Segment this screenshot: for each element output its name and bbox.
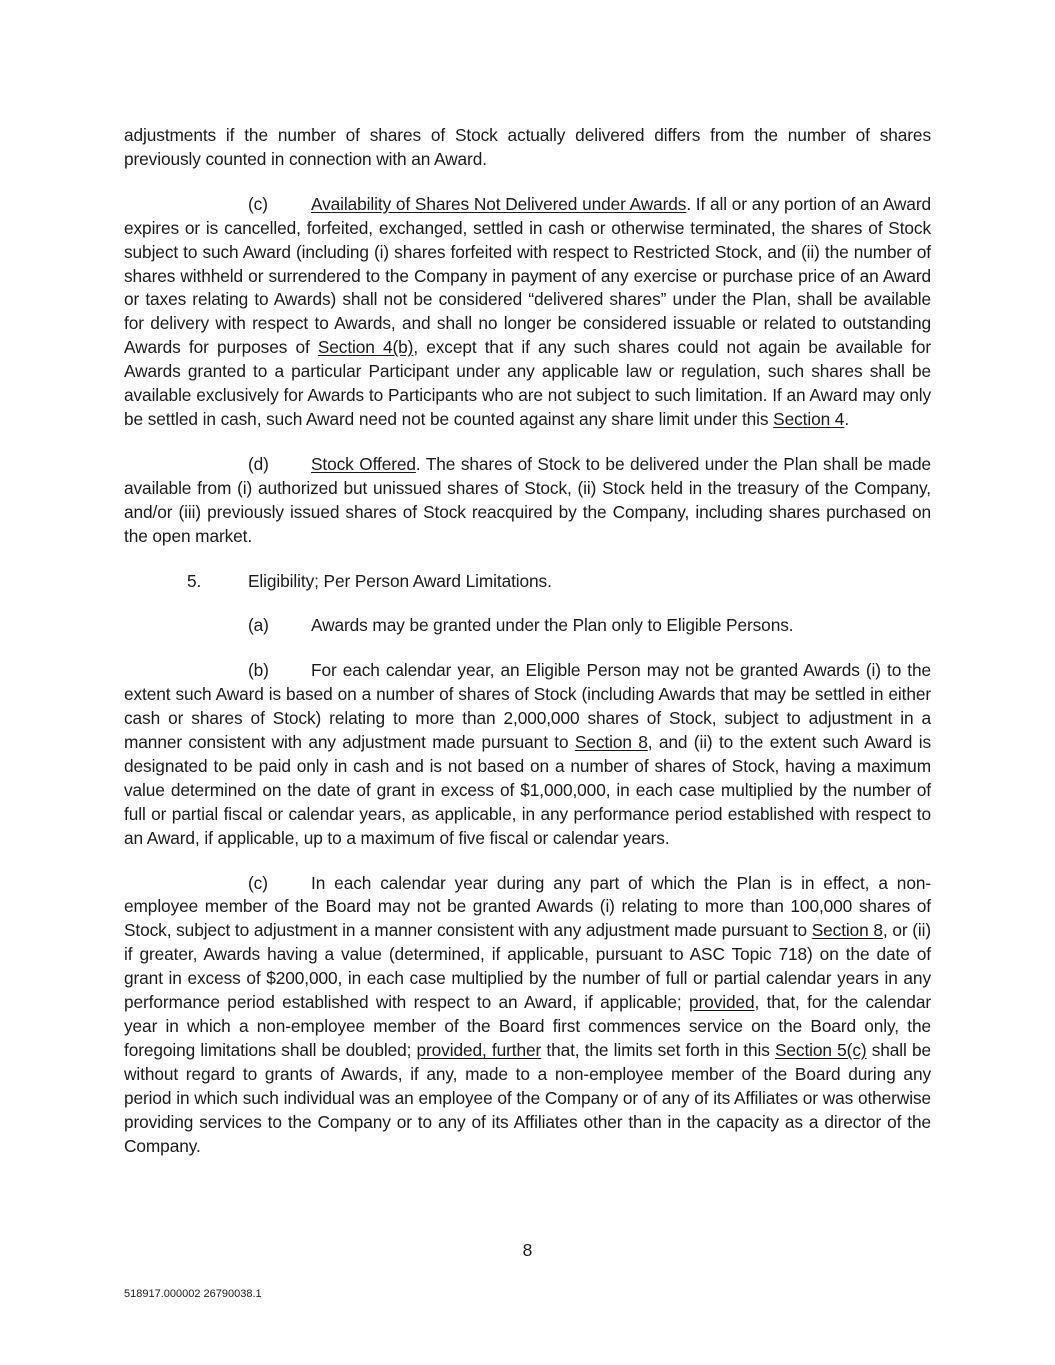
carryover-text: adjustments if the number of shares of Stock actually delivered differs from the number of shares previously counted in connection with an Award. <box>124 125 931 169</box>
section-4d-label: (d) <box>248 453 269 474</box>
provided-term: provided <box>689 992 755 1013</box>
section-5b-text-1: For each calendar year, an Eligible Person may not be granted Awards (i) to the extent such Award is based on a number of shares of Stock (including Awards that may be settled in either cash or shares of Stock) relating to more than 2,000,000 shares of Stock, subject to adjustment in a manner consistent with any adjustment made pursuant to <box>124 660 931 753</box>
section-4d-text: . The shares of Stock to be delivered under the Plan shall be made available from (i) authorized but unissued shares of Stock, (ii) Stock held in the treasury of the Company, and/or (iii) previously issued shares of Stock reacquired by the Company, including shares purchased on the open market. <box>124 453 931 546</box>
document-body <box>124 124 931 1158</box>
section-5a-text: Awards may be granted under the Plan only to Eligible Persons. <box>311 615 794 636</box>
section-5c-reference: Section 5(c) <box>775 1039 867 1060</box>
section-5c-text-3: , that, for the calendar year in which a non-employee member of the Board first commences service on the Board only, the foregoing limitations shall be doubled; <box>124 992 931 1060</box>
carryover-paragraph <box>124 124 931 172</box>
section-4c-text-2: , except that if any such shares could not again be available for Awards granted to a particular Participant under any applicable law or regulation, such shares shall be available exclusively for Awards to Participants who are not subject to such limitation. If an Award may only be settled in cash, such Award need not be counted against any share limit under this <box>124 337 931 429</box>
section-5a-paragraph <box>124 614 931 638</box>
section-4-reference: Section 4 <box>773 408 845 429</box>
section-4c-paragraph <box>124 193 931 432</box>
section-5a-label: (a) <box>248 615 269 636</box>
section-5-number: 5. <box>187 570 202 591</box>
page-number: 8 <box>522 1240 533 1260</box>
section-4c-text-3: . <box>844 408 850 429</box>
section-5c-text-2: , or (ii) if greater, Awards having a value (determined, if applicable, pursuant to ASC Topic 718) on the date of grant in excess of $200,000, in each case multiplied by the number of full or partial calendar years in any performance period established with respect to an Award, if applicable; <box>124 920 931 1013</box>
section-5c-text-1: In each calendar year during any part of which the Plan is in effect, a non-employee member of the Board may not be granted Awards (i) relating to more than 100,000 shares of Stock, subject to adjustment in a manner consistent with any adjustment made pursuant to <box>124 872 931 941</box>
section-4b-reference: Section 4(b) <box>317 337 414 358</box>
section-5-title: Eligibility; Per Person Award Limitations. <box>248 570 552 591</box>
section-5b-paragraph <box>124 659 931 850</box>
section-4c-text-1: . If all or any portion of an Award expires or is cancelled, forfeited, exchanged, settled in cash or otherwise terminated, the shares of Stock subject to such Award (including (i) shares forfeited with respect to Restricted Stock, and (ii) the number of shares withheld or surrendered to the Company in payment of any exercise or purchase price of an Award or taxes relating to Awards) shall not be considered “delivered shares” under the Plan, shall be available for delivery with respect to Awards, and shall no longer be considered issuable or related to outstanding Awards for purposes of <box>124 193 931 358</box>
document-id: 518917.000002 26790038.1 <box>124 1288 262 1300</box>
section-4c-label: (c) <box>248 193 268 214</box>
section-4d-title: Stock Offered <box>311 453 416 474</box>
section-5c-label: (c) <box>248 872 268 893</box>
section-5c-text-4: that, the limits set forth in this <box>541 1039 775 1060</box>
section-4c-title: Availability of Shares Not Delivered under Awards <box>311 193 687 214</box>
section-5c-text-5: shall be without regard to grants of Awards, if any, made to a non-employee member of the Board during any period in which such individual was an employee of the Company or of any of its Affiliates or was otherwise providing services to the Company or to any of its Affiliates other than in the capacity as a director of the Company. <box>124 1039 931 1156</box>
section-5b-label: (b) <box>248 660 269 681</box>
section-5-heading <box>124 570 931 594</box>
provided-further-term: provided, further <box>416 1039 542 1060</box>
section-5c-paragraph <box>124 872 931 1159</box>
section-8-reference: Section 8 <box>574 732 648 753</box>
section-4d-paragraph <box>124 453 931 549</box>
section-5b-text-2: , and (ii) to the extent such Award is designated to be paid only in cash and is not based on a number of shares of Stock, having a maximum value determined on the date of grant in excess of $1,000,000, in each case multiplied by the number of full or partial fiscal or calendar years, as applicable, in any performance period established with respect to an Award, if applicable, up to a maximum of five fiscal or calendar years. <box>124 732 931 848</box>
section-8-reference: Section 8 <box>811 920 883 941</box>
